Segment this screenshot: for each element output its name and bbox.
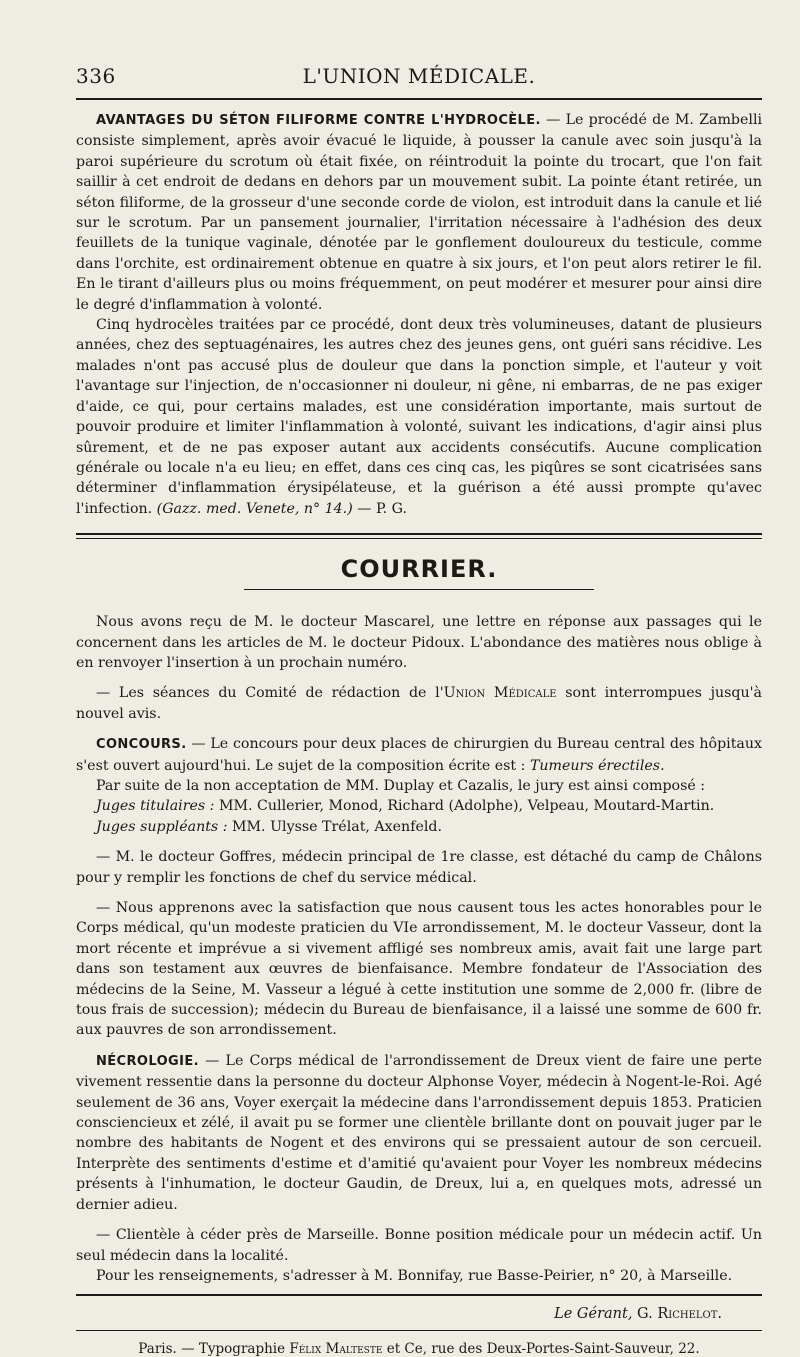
news-text: — Le concours pour deux places de chirurgien du Bureau central des hôpitaux s'est ouvert aujourd'hui. Le sujet de la composition écrite est : <box>76 736 762 774</box>
header-rule <box>76 98 762 100</box>
news-item: — Clientèle à céder près de Marseille. Bonne position médicale pour un médecin actif. Un seul médecin dans la localité. <box>76 1227 762 1264</box>
title-underline <box>244 589 594 590</box>
jury-label: Juges suppléants : <box>96 818 228 835</box>
printer-line <box>76 1341 762 1357</box>
section-title: COURRIER. <box>340 555 498 584</box>
journal-name: Union Médicale <box>443 685 557 702</box>
signature-label: Le Gérant, <box>554 1306 633 1323</box>
concours-rubric: CONCOURS. <box>96 737 187 753</box>
necrologie-rubric: NÉCROLOGIE. <box>96 1053 199 1069</box>
article-author: — P. G. <box>357 500 407 517</box>
section-separator <box>76 533 762 539</box>
jury-label: Juges titulaires : <box>96 798 215 815</box>
page-number: 336 <box>76 64 116 88</box>
news-item: — Nous apprenons avec la satisfaction que nous causent tous les actes honorables pour le Corps médical, qu'un modeste praticien du VIe arrondissement, M. le docteur Vasseur, dont la mort récente et imprévue a si vivement affligé ses nombreux amis, avait fait une large part dans son testament aux œuvres de bienfaisance. Membre fondateur de l'Association des médecins de la Seine, M. Vasseur a légué à cette institution une somme de 2,000 fr. (libre de tous frais de succession); médecin du Bureau de bienfaisance, il a laissé une somme de 600 fr. aux pauvres de son arrondissement. <box>76 900 762 1039</box>
printer-name: Félix Malteste <box>289 1341 383 1357</box>
jury-suppleants <box>76 817 762 837</box>
jury-members: MM. Cullerier, Monod, Richard (Adolphe), Velpeau, Moutard-Martin. <box>218 798 715 815</box>
concours-subject: Tumeurs érectiles. <box>529 757 665 774</box>
news-text: — Les séances du Comité de rédaction de l' <box>96 685 444 702</box>
article-hydrocele <box>76 110 762 519</box>
news-text: sont interrompues jusqu'à nouvel avis. <box>76 685 762 722</box>
page-header <box>76 58 762 92</box>
jury-members: MM. Ulysse Trélat, Axenfeld. <box>232 818 442 835</box>
article-text: Cinq hydrocèles traitées par ce procédé, dont deux très volumineuses, datant de plusieurs années, chez des septuagénaires, les autres chez des jeunes gens, ont guéri sans récidive. Les malades n'ont pas accusé plus de douleur que dans la ponction simple, et l'auteur y voit l'avantage sur l'injection, de n'occasionner ni douleur, ni gêne, ni embarras, de ne pas exiger d'aide, ce qui, pour certains malades, est une considération importante, mais surtout de pouvoir produire et limiter l'inflammation à volonté, suivant les indications, d'agir ainsi plus sûrement, et de ne pas exposer autant aux accidents consécutifs. Aucune complication générale ou locale n'a eu lieu; en effet, dans ces cinq cas, les piqûres se sont cicatrisées sans déterminer d'inflammation érysipélateuse, et la guérison a été aussi prompte qu'avec l'infection. <box>76 317 762 517</box>
news-item: Pour les renseignements, s'adresser à M. Bonnifay, rue Basse-Peirier, n° 20, à Marseille. <box>96 1267 733 1284</box>
article-rubric: AVANTAGES DU SÉTON FILIFORME CONTRE L'HYDROCÈLE. <box>96 113 541 128</box>
jury-titulaires <box>76 796 762 816</box>
news-item-necrologie <box>76 1051 762 1215</box>
news-item-concours <box>76 734 762 776</box>
printer-text: et Ce, rue des Deux-Portes-Saint-Sauveur, 22. <box>382 1341 700 1357</box>
article-paragraph <box>76 315 762 519</box>
news-item <box>76 683 762 724</box>
article-text: — Le procédé de M. Zambelli consiste simplement, après avoir évacué le liquide, à pousser la canule avec soin jusqu'à la paroi supérieure du scrotum où était fixée, on réintroduit la pointe du trocart, que l'on fait saillir à cet endroit de dedans en dehors par un mouvement subit. La pointe étant retirée, un séton filiforme, de la grosseur d'une seconde corde de violon, est introduit dans la canule et lié sur le scrotum. Par un pansement journalier, l'irritation nécessaire à l'adhésion des deux feuillets de la tunique vaginale, dénotée par le gonflement douloureux du testicule, comme dans l'orchite, est ordinairement obtenue en quatre à six jours, et l'on peut alors retirer le fil. En le tirant d'ailleurs plus ou moins fréquemment, on peut modérer et mesurer pour ainsi dire le degré d'inflammation à volonté. <box>76 112 763 313</box>
jury-intro: Par suite de la non acceptation de MM. Duplay et Cazalis, le jury est ainsi composé : <box>96 777 706 794</box>
courrier-section <box>76 612 762 1286</box>
printer-rule <box>76 1330 762 1331</box>
running-title: L'UNION MÉDICALE. <box>302 64 536 88</box>
printer-text: Paris. — Typographie <box>138 1341 290 1357</box>
news-item: — M. le docteur Goffres, médecin principal de 1re classe, est détaché du camp de Châlons pour y remplir les fonctions de chef du service médical. <box>76 849 762 886</box>
footer-rule <box>76 1294 762 1296</box>
article-citation: (Gazz. med. Venete, n° 14.) <box>156 500 353 517</box>
article-paragraph <box>76 110 762 315</box>
signature <box>76 1306 762 1322</box>
news-text: — Le Corps médical de l'arrondissement de Dreux vient de faire une perte vivement ressentie dans la personne du docteur Alphonse Voyer, médecin à Nogent-le-Roi. Agé seulement de 36 ans, Voyer exerçait la médecine dans l'arrondissement depuis 1853. Praticien consciencieux et zélé, il avait pu se former une clientèle brillante dont on pouvait juger par le nombre des habitants de Nogent et des environs qui se pressaient autour de son cercueil. Interprète des sentiments d'estime et d'amitié qu'avaient pour Voyer les nombreux médecins présents à l'inhumation, le docteur Gaudin, de Dreux, lui a, en quelques mots, adressé un dernier adieu. <box>76 1052 762 1213</box>
news-item: Nous avons reçu de M. le docteur Mascarel, une lettre en réponse aux passages qui le concernent dans les articles de M. le docteur Pidoux. L'abondance des matières nous oblige à en renvoyer l'insertion à un prochain numéro. <box>76 614 762 671</box>
signature-name: G. Richelot. <box>637 1306 722 1323</box>
